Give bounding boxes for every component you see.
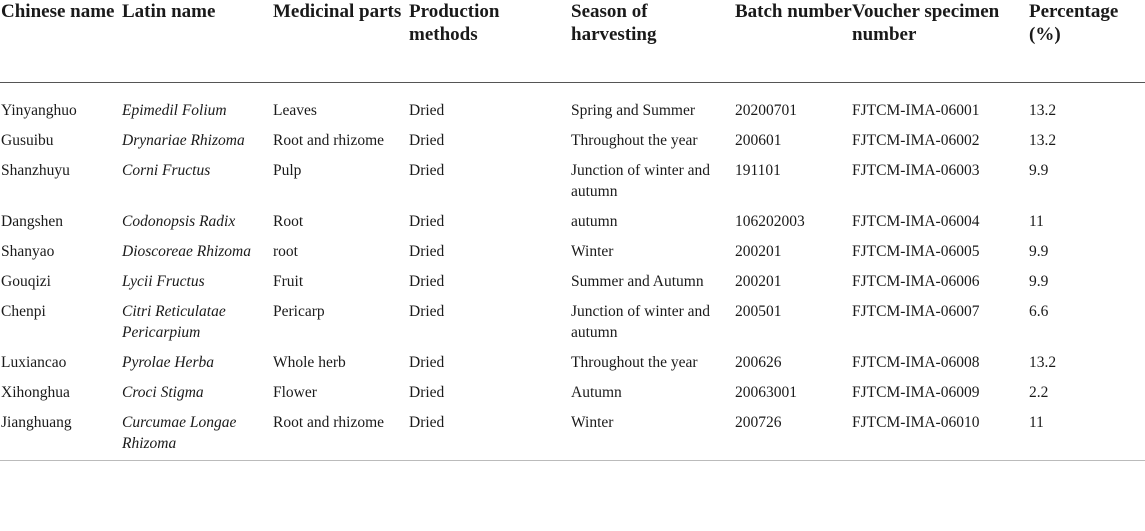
cell-percentage: 9.9 xyxy=(1029,162,1049,179)
table-row xyxy=(0,202,1145,232)
cell-batch-number: 191101 xyxy=(735,162,781,179)
header-row xyxy=(0,0,1145,83)
cell-production-method: Dried xyxy=(409,354,445,371)
cell-production-method: Dried xyxy=(409,303,445,320)
cell-batch-number: 106202003 xyxy=(735,213,805,230)
cell-medicinal-parts: Fruit xyxy=(273,273,304,290)
cell-chinese-name: Luxiancao xyxy=(1,354,67,371)
table-row xyxy=(0,232,1145,262)
table-row xyxy=(0,292,1145,343)
cell-season: autumn xyxy=(571,213,618,230)
cell-season: Summer and Autumn xyxy=(571,273,704,290)
cell-season: Junction of winter and autumn xyxy=(571,162,711,200)
cell-season: Throughout the year xyxy=(571,354,698,371)
cell-latin-name: Dioscoreae Rhizoma xyxy=(122,243,252,260)
header-latin-name: Latin name xyxy=(122,0,273,83)
cell-medicinal-parts: Pulp xyxy=(273,162,302,179)
cell-chinese-name: Gusuibu xyxy=(1,132,54,149)
cell-chinese-name: Shanyao xyxy=(1,243,55,260)
cell-production-method: Dried xyxy=(409,213,445,230)
cell-chinese-name: Gouqizi xyxy=(1,273,51,290)
cell-medicinal-parts: Whole herb xyxy=(273,354,346,371)
table-row xyxy=(0,151,1145,202)
cell-voucher-number: FJTCM-IMA-06002 xyxy=(852,132,980,149)
table-row xyxy=(0,262,1145,292)
header-medicinal-parts: Medicinal parts xyxy=(273,0,409,83)
cell-medicinal-parts: Leaves xyxy=(273,102,317,119)
header-voucher: Voucher specimen number xyxy=(852,0,1029,83)
cell-voucher-number: FJTCM-IMA-06004 xyxy=(852,213,980,230)
cell-production-method: Dried xyxy=(409,403,571,461)
table-row xyxy=(0,121,1145,151)
cell-medicinal-parts: Root and rhizome xyxy=(273,132,385,149)
table-row xyxy=(0,403,1145,461)
table-row xyxy=(0,343,1145,373)
cell-production-method: Dried xyxy=(409,273,445,290)
cell-chinese-name: Shanzhuyu xyxy=(1,162,70,179)
cell-latin-name: Drynariae Rhizoma xyxy=(122,132,245,149)
cell-batch-number: 200601 xyxy=(735,132,782,149)
cell-batch-number: 200501 xyxy=(735,303,782,320)
cell-production-method: Dried xyxy=(409,102,445,119)
cell-voucher-number: FJTCM-IMA-06005 xyxy=(852,243,980,260)
cell-chinese-name: Dangshen xyxy=(1,213,63,230)
cell-season: Autumn xyxy=(571,384,622,401)
cell-latin-name: Pyrolae Herba xyxy=(122,354,214,371)
cell-medicinal-parts: root xyxy=(273,243,298,260)
cell-season: Throughout the year xyxy=(571,132,698,149)
cell-chinese-name: Xihonghua xyxy=(1,384,70,401)
header-chinese-name: Chinese name xyxy=(0,0,122,83)
header-batch-number: Batch number xyxy=(735,0,852,83)
cell-season: Winter xyxy=(571,243,614,260)
cell-season: Junction of winter and autumn xyxy=(571,303,711,341)
header-percentage: Percentage (%) xyxy=(1029,0,1145,83)
cell-medicinal-parts: Root and rhizome xyxy=(273,403,409,461)
cell-chinese-name: Yinyanghuo xyxy=(1,102,77,119)
cell-latin-name: Citri Reticulatae Pericarpium xyxy=(122,303,226,341)
cell-percentage: 11 xyxy=(1029,213,1044,230)
cell-percentage: 11 xyxy=(1029,403,1145,461)
cell-voucher-number: FJTCM-IMA-06007 xyxy=(852,303,980,320)
cell-voucher-number: FJTCM-IMA-06009 xyxy=(852,384,980,401)
cell-voucher-number: FJTCM-IMA-06010 xyxy=(852,403,1029,461)
table-row xyxy=(0,373,1145,403)
cell-production-method: Dried xyxy=(409,132,445,149)
cell-medicinal-parts: Pericarp xyxy=(273,303,325,320)
cell-percentage: 13.2 xyxy=(1029,132,1057,149)
cell-season: Winter xyxy=(571,403,735,461)
cell-chinese-name: Jianghuang xyxy=(0,403,122,461)
cell-percentage: 9.9 xyxy=(1029,243,1049,260)
cell-latin-name: Corni Fructus xyxy=(122,162,211,179)
cell-latin-name: Lycii Fructus xyxy=(122,273,205,290)
cell-production-method: Dried xyxy=(409,243,445,260)
cell-latin-name: Curcumae Longae Rhizoma xyxy=(122,403,273,461)
cell-batch-number: 200726 xyxy=(735,403,852,461)
table-body xyxy=(0,83,1145,461)
cell-percentage: 6.6 xyxy=(1029,303,1049,320)
cell-batch-number: 200201 xyxy=(735,243,782,260)
cell-latin-name: Epimedil Folium xyxy=(122,102,227,119)
cell-percentage: 13.2 xyxy=(1029,354,1057,371)
cell-chinese-name: Chenpi xyxy=(1,303,46,320)
cell-batch-number: 20063001 xyxy=(735,384,797,401)
cell-latin-name: Croci Stigma xyxy=(122,384,204,401)
cell-voucher-number: FJTCM-IMA-06001 xyxy=(852,102,980,119)
cell-voucher-number: FJTCM-IMA-06003 xyxy=(852,162,980,179)
cell-batch-number: 200626 xyxy=(735,354,782,371)
cell-percentage: 13.2 xyxy=(1029,102,1057,119)
cell-medicinal-parts: Root xyxy=(273,213,304,230)
cell-percentage: 9.9 xyxy=(1029,273,1049,290)
header-season: Season of harvesting xyxy=(571,0,735,83)
cell-batch-number: 200201 xyxy=(735,273,782,290)
cell-production-method: Dried xyxy=(409,162,445,179)
cell-production-method: Dried xyxy=(409,384,445,401)
cell-latin-name: Codonopsis Radix xyxy=(122,213,236,230)
cell-percentage: 2.2 xyxy=(1029,384,1049,401)
cell-season: Spring and Summer xyxy=(571,102,695,119)
cell-batch-number: 20200701 xyxy=(735,102,797,119)
header-production-methods: Production methods xyxy=(409,0,571,83)
cell-medicinal-parts: Flower xyxy=(273,384,317,401)
table-row xyxy=(0,83,1145,122)
cell-voucher-number: FJTCM-IMA-06006 xyxy=(852,273,980,290)
cell-voucher-number: FJTCM-IMA-06008 xyxy=(852,354,980,371)
